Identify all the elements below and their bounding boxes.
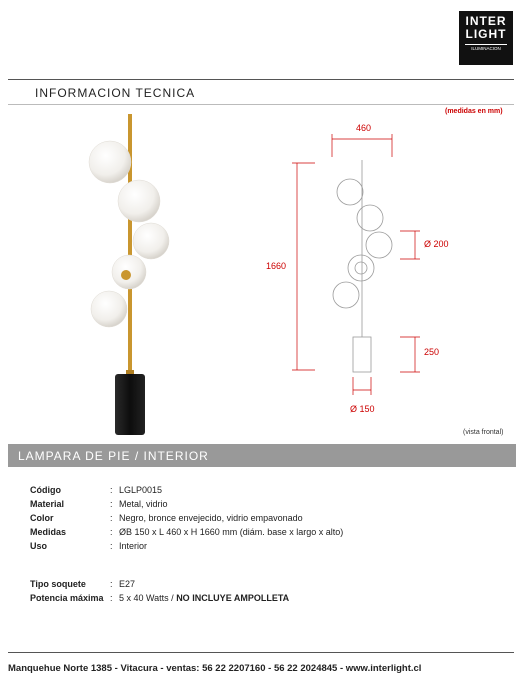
logo-line-1: INTER (465, 14, 507, 28)
spec-key: Uso (30, 541, 48, 551)
drawing-globe-1 (337, 179, 363, 205)
base-diameter-label: Ø 150 (350, 404, 375, 414)
top-divider (8, 79, 514, 80)
spec-value: E27 (119, 579, 136, 589)
marble-base (115, 374, 145, 435)
spec-value: 5 x 40 Watts / (119, 593, 177, 603)
base-height-label: 250 (424, 347, 440, 357)
product-photo (80, 112, 180, 437)
width-label: 460 (356, 123, 372, 133)
spec-key: Tipo soquete (30, 579, 86, 589)
product-title: LAMPARA DE PIE / INTERIOR (18, 449, 209, 463)
technical-drawing (260, 115, 490, 425)
spec-value: Interior (119, 541, 148, 551)
product-title-band (8, 444, 516, 467)
logo-line-2: LIGHT (465, 27, 507, 41)
spec-key: Color (30, 513, 54, 523)
spec-value: Negro, bronce envejecido, vidrio empavonado (119, 513, 303, 523)
spec-value-warning: NO INCLUYE AMPOLLETA (176, 593, 290, 603)
brass-cap (121, 270, 131, 280)
globe-1 (89, 141, 131, 183)
spec-key: Medidas (30, 527, 67, 537)
spec-key: Código (30, 485, 61, 495)
spec-value: LGLP0015 (119, 485, 163, 495)
globe-2 (118, 180, 160, 222)
drawing-globe-4 (348, 255, 374, 281)
logo-line-3: ILUMINACION (465, 44, 507, 52)
height-label: 1660 (266, 261, 287, 271)
spec-key: Material (30, 499, 65, 509)
drawing-base (353, 337, 371, 372)
drawing-globe-inner (355, 262, 367, 274)
units-note: (medidas en mm) (445, 108, 503, 115)
drawing-globe-5 (333, 282, 359, 308)
spec-value: Metal, vidrio (119, 499, 168, 509)
spec-value: ØB 150 x L 460 x H 1660 mm (diám. base x largo x alto) (119, 527, 344, 537)
spec-key: Potencia máxima (30, 593, 104, 603)
footer-divider (8, 652, 514, 653)
globe-3 (133, 223, 169, 259)
brand-logo (459, 11, 513, 65)
footer-contact: Manquehue Norte 1385 - Vitacura - ventas: 56 22 2207160 - 56 22 2024845 - www.interlight.cl (8, 663, 422, 674)
title-divider (8, 104, 514, 105)
drawing-globe-2 (357, 205, 383, 231)
globe-5 (91, 291, 127, 327)
drawing-globe-3 (366, 232, 392, 258)
section-title: INFORMACION TECNICA (35, 86, 196, 100)
globe-diameter-label: Ø 200 (424, 239, 449, 249)
view-note: (vista frontal) (463, 429, 504, 436)
